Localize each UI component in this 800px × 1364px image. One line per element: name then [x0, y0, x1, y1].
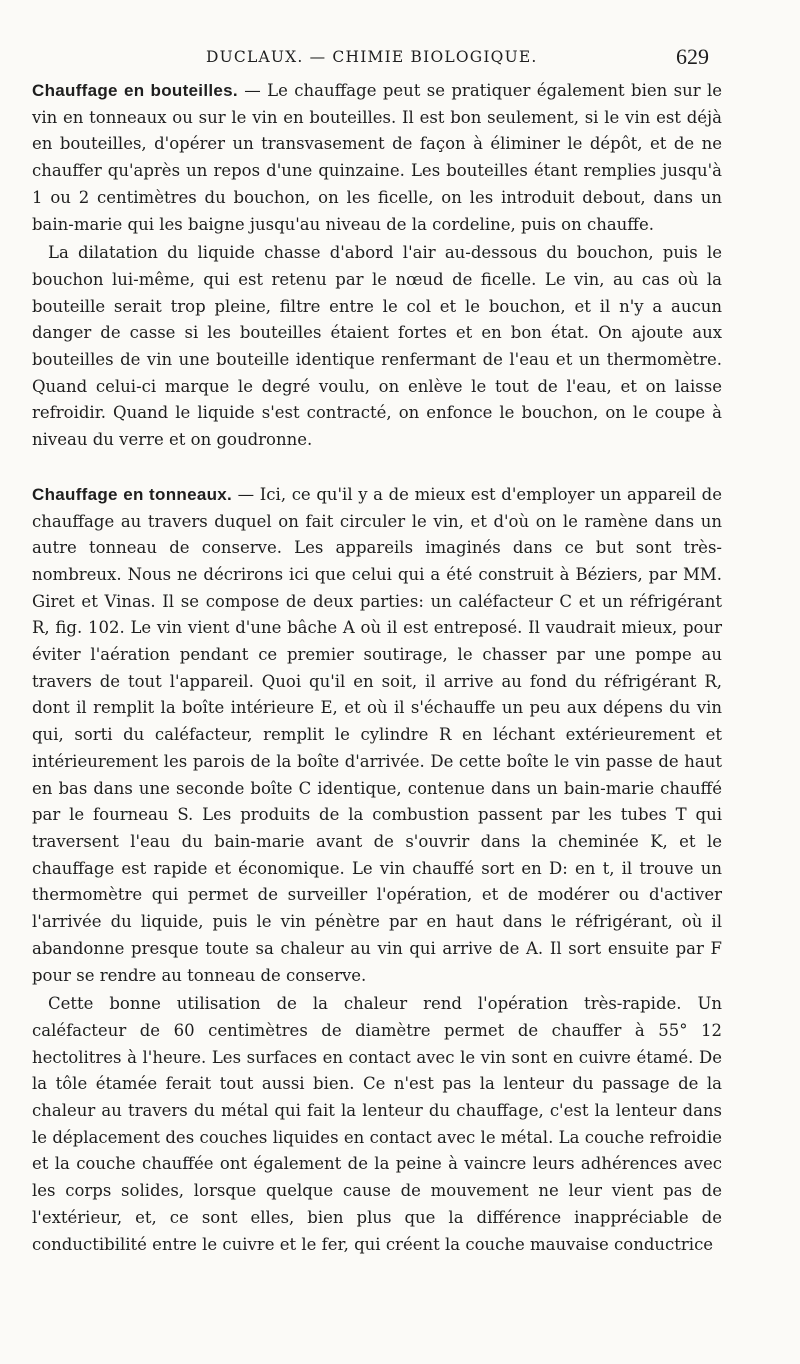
paragraph-bouteilles-1: [32, 78, 722, 238]
running-title: DUCLAUX. — CHIMIE BIOLOGIQUE.: [206, 48, 538, 66]
running-head: [0, 44, 800, 72]
paragraph-tonneaux-2: Cette bonne utilisation de la chaleur rend l'opération très-rapide. Un caléfacteur de 60 centimètres de diamètre permet de chauffer à 55° 12 hectolitres à l'heure. Les surfaces en contact avec le vin sont en cuivre étamé. De la tôle étamée ferait tout aussi bien. Ce n'est pas la lenteur du passage de la chaleur au travers du métal qui fait la lenteur du chauffage, c'est la lenteur dans le déplacement des couches liquides en contact avec le métal. La couche refroidie et la couche chauffée ont également de la peine à vaincre leurs adhérences avec les corps solides, lorsque quelque cause de mouvement ne leur vient pas de l'extérieur, et, ce sont elles, bien plus que la différence inappréciable de conductibilité entre le cuivre et le fer, qui créent la couche mauvaise conductrice: [32, 994, 722, 1254]
section-heading-bouteilles: Chauffage en bouteilles.: [32, 81, 238, 100]
paragraph-text: — Le chauffage peut se pratiquer également bien sur le vin en tonneaux ou sur le vin en bouteilles. Il est bon seulement, si le vin est déjà en bouteilles, d'opérer un transvasement de façon à éliminer le dépôt, et de ne chauffer qu'après un repos d'une quinzaine. Les bouteilles étant remplies jusqu'à 1 ou 2 centimètres du bouchon, on les ficelle, on les introduit debout, dans un bain-marie qui les baigne jusqu'au niveau de la cordeline, puis on chauffe.: [32, 81, 723, 234]
paragraph-bouteilles-2: La dilatation du liquide chasse d'abord l'air au-dessous du bouchon, puis le bouchon lui-même, qui est retenu par le nœud de ficelle. Le vin, au cas où la bouteille serait trop pleine, filtre entre le col et le bouchon, et il n'y a aucun danger de casse si les bouteilles étaient fortes et en bon état. On ajoute aux bouteilles de vin une bouteille identique renfermant de l'eau et un thermomètre. Quand celui-ci marque le degré voulu, on enlève le tout de l'eau, et on laisse refroidir. Quand le liquide s'est contracté, on enfonce le bouchon, on le coupe à niveau du verre et on goudronne.: [32, 243, 722, 450]
page-number: 629: [676, 44, 709, 69]
paragraph-tonneaux-1: [32, 482, 722, 989]
section-gap: [32, 454, 722, 482]
paragraph-text: — Ici, ce qu'il y a de mieux est d'employer un appareil de chauffage au travers duquel on fait circuler le vin, et d'où on le ramène dans un autre tonneau de conserve. Les appareils imaginés dans ce but sont très-nombreux. Nous ne décrirons ici que celui qui a été construit à Béziers, par MM. Giret et Vinas. Il se compose de deux parties: un caléfacteur C et un réfrigérant R, fig. 102. Le vin vient d'une bâche A où il est entreposé. Il vaudrait mieux, pour éviter l'aération pendant ce premier soutirage, le chasser par une pompe au travers de tout l'appareil. Quoi qu'il en soit, il arrive au fond du réfrigérant R, dont il remplit la boîte intérieure E, et où il s'échauffe un peu aux dépens du vin qui, sorti du caléfacteur, remplit le cylindre R en léchant extérieurement et intérieurement les parois de la boîte d'arrivée. De cette boîte le vin passe de haut en bas dans une seconde boîte C identique, contenue dans un bain-marie chauffé par le fourneau S. Les produits de la combustion passent par les tubes T qui traversent l'eau du bain-marie avant de s'ouvrir dans la cheminée K, et le chauffage est rapide et économique. Le vin chauffé sort en D: en t, il trouve un thermomètre qui permet de surveiller l'opération, et de modérer ou d'activer l'arrivée du liquide, puis le vin pénètre par en haut dans le réfrigérant, où il abandonne presque toute sa chaleur au vin qui arrive de A. Il sort ensuite par F pour se rendre au tonneau de conserve.: [32, 484, 722, 985]
body-text: [32, 78, 722, 1258]
section-heading-tonneaux: Chauffage en tonneaux.: [32, 484, 233, 504]
